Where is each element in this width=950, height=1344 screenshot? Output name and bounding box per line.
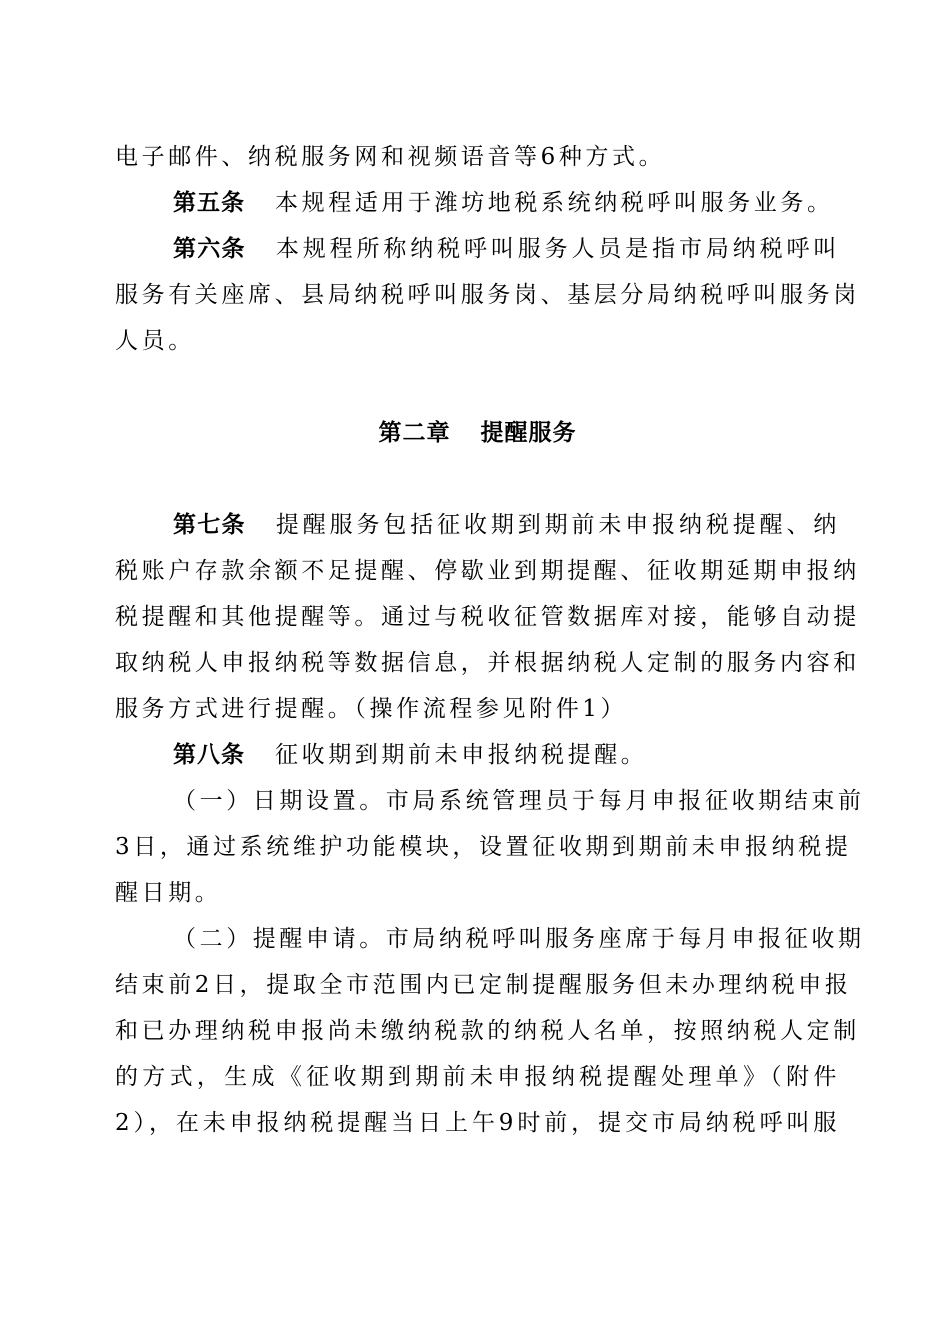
paragraph-line: 2），在未申报纳税提醒当日上午9时前，提交市局纳税呼叫服	[115, 1110, 840, 1136]
paragraph-line: 结束前2日，提取全市范围内已定制提醒服务但未办理纳税申报	[115, 972, 852, 998]
article-text: 本规程所称纳税呼叫服务人员是指市局纳税呼叫	[275, 236, 841, 262]
article-text: 征收期到期前未申报纳税提醒。	[275, 742, 648, 768]
article-6	[115, 226, 840, 272]
article-7	[115, 502, 840, 548]
paragraph-line: （二）提醒申请。市局纳税呼叫服务座席于每月申报征收期	[173, 926, 865, 952]
paragraph-line: 取纳税人申报纳税等数据信息，并根据纳税人定制的服务内容和	[115, 650, 860, 676]
chapter-title: 提醒服务	[480, 420, 577, 446]
spacer	[115, 364, 840, 410]
chapter-heading	[115, 410, 840, 456]
paragraph-line: （一）日期设置。市局系统管理员于每月申报征收期结束前	[173, 788, 865, 814]
spacer	[115, 456, 840, 502]
article-label: 第八条	[173, 742, 245, 768]
chapter-number: 第二章	[378, 420, 451, 446]
paragraph-line: 醒日期。	[115, 880, 222, 906]
article-5	[115, 180, 840, 226]
paragraph-line: 的方式，生成《征收期到期前未申报纳税提醒处理单》（附件	[115, 1064, 840, 1090]
paragraph-line: 服务方式进行提醒。（操作流程参见附件1）	[115, 696, 628, 722]
paragraph-line: 税提醒和其他提醒等。通过与税收征管数据库对接，能够自动提	[115, 604, 860, 630]
article-label: 第六条	[173, 236, 246, 262]
paragraph-line: 3日，通过系统维护功能模块，设置征收期到期前未申报纳税提	[115, 834, 852, 860]
article-8	[115, 732, 840, 778]
article-text: 提醒服务包括征收期到期前未申报纳税提醒、纳	[275, 512, 841, 538]
article-text: 本规程适用于潍坊地税系统纳税呼叫服务业务。	[275, 190, 834, 216]
article-label: 第七条	[173, 512, 246, 538]
paragraph-line: 人员。	[115, 328, 195, 354]
document-page	[115, 134, 865, 1146]
paragraph-line: 电子邮件、纳税服务网和视频语音等6种方式。	[115, 144, 666, 170]
article-label: 第五条	[173, 190, 245, 216]
paragraph-line: 服务有关座席、县局纳税呼叫服务岗、基层分局纳税呼叫服务岗	[115, 282, 860, 308]
paragraph-line: 和已办理纳税申报尚未缴纳税款的纳税人名单，按照纳税人定制	[115, 1018, 860, 1044]
paragraph-line: 税账户存款余额不足提醒、停歇业到期提醒、征收期延期申报纳	[115, 558, 860, 584]
